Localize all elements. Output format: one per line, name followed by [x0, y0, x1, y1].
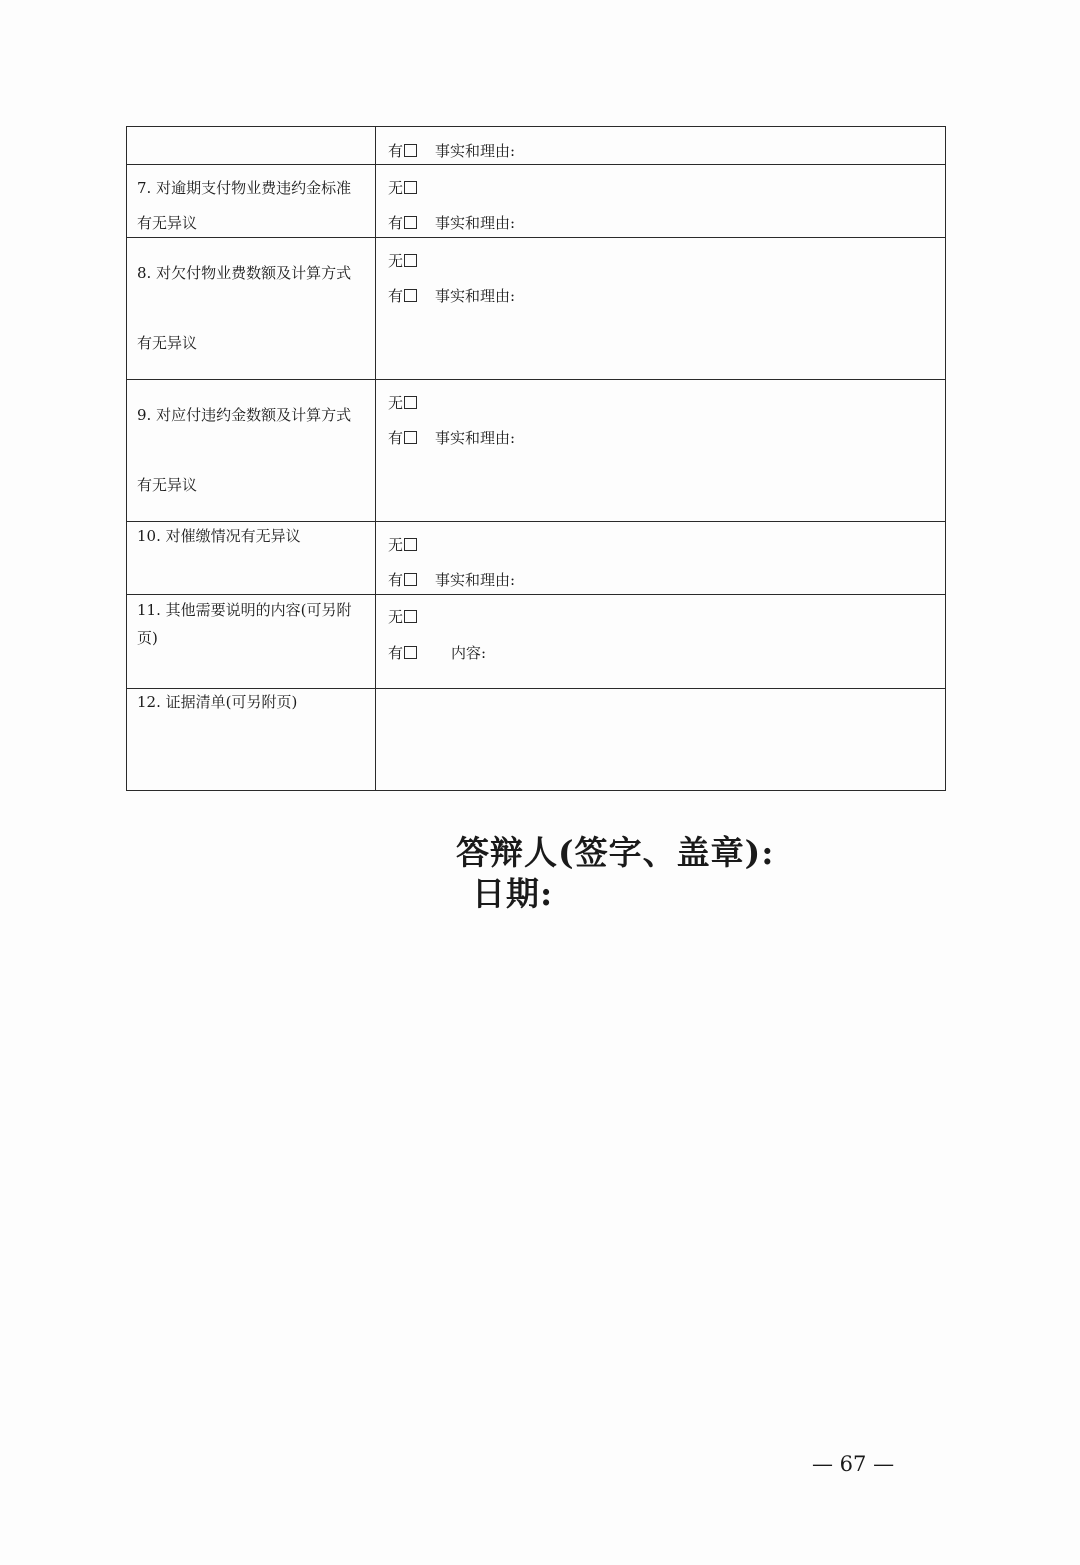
yes-checkbox-6[interactable] [404, 144, 417, 157]
defense-form-table [126, 126, 946, 791]
date-label: 日期: [472, 874, 554, 913]
page-number: — 67 — [812, 1452, 895, 1476]
no-option-11: 无 [388, 608, 417, 626]
no-checkbox-9[interactable] [404, 396, 417, 409]
no-option-10: 无 [388, 536, 417, 554]
yes-option-10: 有 事实和理由: [388, 571, 516, 589]
question-12: 12. 证据清单(可另附页) [137, 693, 298, 711]
question-7-line1: 7. 对逾期支付物业费违约金标准 [137, 179, 352, 197]
form-row-6 [127, 127, 946, 165]
form-row-12 [127, 689, 946, 791]
yes-checkbox-11[interactable] [404, 646, 417, 659]
question-11-line1: 11. 其他需要说明的内容(可另附 [137, 601, 352, 619]
question-9-line2: 有无异议 [137, 476, 198, 494]
question-10: 10. 对催缴情况有无异议 [137, 527, 301, 545]
form-row-8 [127, 238, 946, 380]
question-8-line1: 8. 对欠付物业费数额及计算方式 [137, 264, 352, 282]
yes-option-11: 有 内容: [388, 644, 487, 662]
yes-option-9: 有 事实和理由: [388, 429, 516, 447]
yes-option-7: 有 事实和理由: [388, 214, 516, 232]
form-row-9 [127, 380, 946, 522]
question-11-line2: 页) [137, 629, 158, 647]
yes-checkbox-8[interactable] [404, 289, 417, 302]
yes-checkbox-10[interactable] [404, 573, 417, 586]
yes-checkbox-7[interactable] [404, 216, 417, 229]
yes-option-8: 有 事实和理由: [388, 287, 516, 305]
respondent-signature-label: 答辩人(签字、盖章): [456, 833, 775, 872]
yes-checkbox-9[interactable] [404, 431, 417, 444]
no-checkbox-8[interactable] [404, 254, 417, 267]
no-option-8: 无 [388, 252, 417, 270]
no-option-9: 无 [388, 394, 417, 412]
form-row-10 [127, 522, 946, 595]
no-checkbox-7[interactable] [404, 181, 417, 194]
form-row-7 [127, 165, 946, 238]
no-option-7: 无 [388, 179, 417, 197]
no-checkbox-10[interactable] [404, 538, 417, 551]
yes-option-6: 有 事实和理由: [388, 142, 516, 160]
form-row-11 [127, 595, 946, 689]
question-8-line2: 有无异议 [137, 334, 198, 352]
question-7-line2: 有无异议 [137, 214, 198, 232]
question-cell-6 [127, 127, 376, 165]
question-9-line1: 9. 对应付违约金数额及计算方式 [137, 406, 352, 424]
no-checkbox-11[interactable] [404, 610, 417, 623]
evidence-list-field[interactable] [376, 689, 946, 791]
